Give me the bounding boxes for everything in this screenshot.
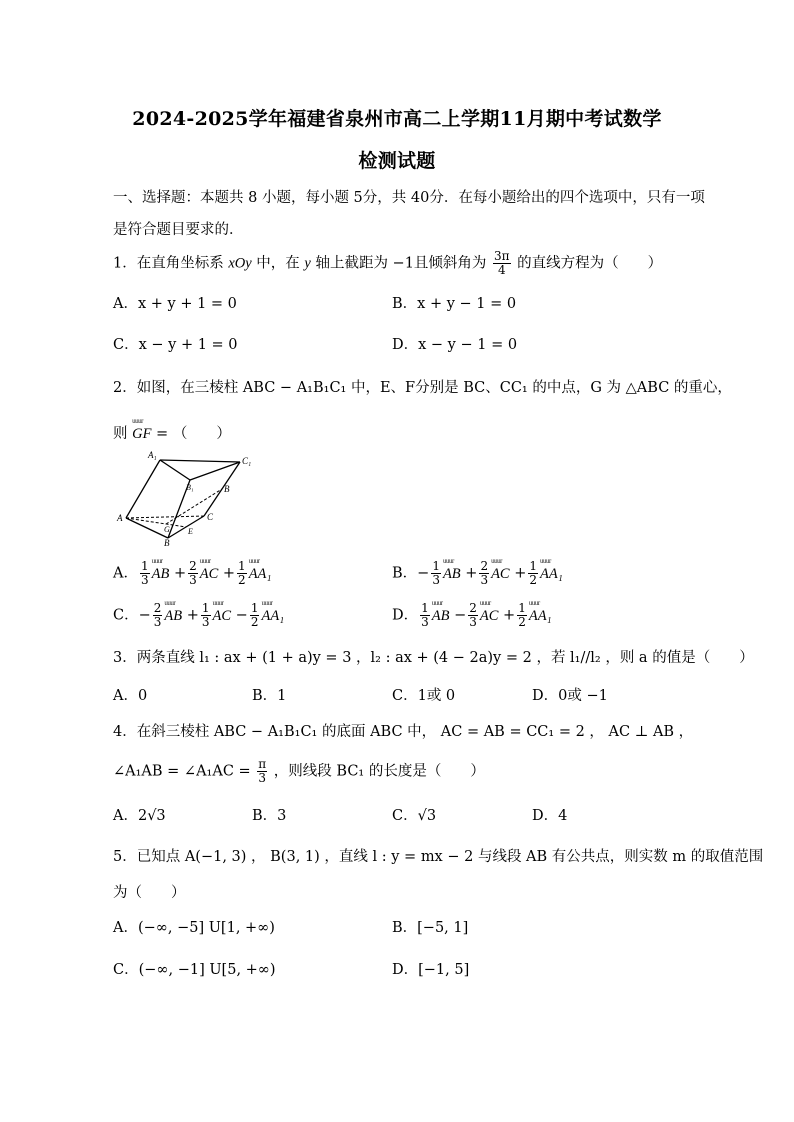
q2-b-vec2 bbox=[491, 556, 510, 583]
q2-d-num3: 1 bbox=[518, 601, 526, 615]
q2-c-vec3-label: AA₁ bbox=[261, 607, 285, 624]
q2-a-num1: 1 bbox=[140, 559, 149, 573]
label-c1: C₁ bbox=[242, 456, 252, 466]
q1-angle-den: 4 bbox=[497, 263, 506, 277]
q2-option-a[interactable] bbox=[113, 556, 272, 587]
q5-option-b[interactable]: B．[−5, 1] bbox=[392, 920, 469, 936]
q2-d-den2: 3 bbox=[469, 615, 477, 629]
q1-text-a: 1．在直角坐标系 bbox=[113, 255, 229, 272]
q2-option-c[interactable] bbox=[113, 598, 285, 629]
q2-a-vec3 bbox=[248, 556, 272, 583]
q2-d-den1: 3 bbox=[421, 615, 429, 629]
section-instructions-line2: 是符合题目要求的． bbox=[113, 222, 244, 238]
q2-d-sign3: + bbox=[503, 607, 516, 624]
exam-title-line1: 2024-2025学年福建省泉州市高二上学期11月期中考试数学 bbox=[132, 108, 662, 130]
q2-a-vec1 bbox=[151, 556, 170, 583]
q2-c-vec1-label: AB bbox=[164, 607, 183, 624]
q2-vector-label: GF bbox=[132, 426, 152, 442]
q2-a-den2: 3 bbox=[189, 573, 197, 587]
q2-d-den3: 2 bbox=[518, 615, 526, 629]
q5-option-a[interactable]: A．(−∞, −5] U[1, +∞) bbox=[113, 920, 275, 936]
q2-a-vec2 bbox=[199, 556, 219, 583]
q1-option-b[interactable]: B．x + y − 1 = 0 bbox=[392, 296, 517, 312]
q2-c-vec3 bbox=[261, 598, 285, 625]
q2-c-vec1 bbox=[164, 598, 183, 625]
q2-b-vec2-label: AC bbox=[491, 565, 510, 582]
q2-d-num1: 1 bbox=[421, 601, 429, 615]
q2-d-vec2 bbox=[479, 598, 499, 625]
q2-a-vec3-label: AA₁ bbox=[248, 565, 272, 582]
q2-b-vec3-label: AA₁ bbox=[540, 565, 563, 582]
q4-angle-den: 3 bbox=[258, 771, 267, 785]
q4-option-a[interactable]: A．2√3 bbox=[113, 808, 166, 824]
q3-option-a[interactable]: A．0 bbox=[113, 688, 148, 704]
q2-c-den2: 3 bbox=[201, 615, 210, 629]
question-2-stem-line2 bbox=[113, 417, 231, 443]
q2-b-vec1 bbox=[442, 556, 461, 583]
q2-vector-gf bbox=[132, 417, 152, 443]
q3-option-b[interactable]: B．1 bbox=[252, 688, 287, 704]
q4-line2-a: ∠A₁AB = ∠A₁AC = bbox=[113, 763, 256, 780]
edge-a-c-hidden bbox=[126, 516, 204, 518]
q2-option-b[interactable] bbox=[392, 556, 563, 587]
q2-b-sign3: + bbox=[514, 565, 527, 582]
segment-g-f bbox=[166, 489, 222, 524]
q1-text-b: 中，在 bbox=[251, 255, 305, 272]
q1-coord-system: xOy bbox=[228, 255, 252, 272]
q3-option-c[interactable]: C．1或 0 bbox=[392, 688, 456, 704]
edge-b1-c1 bbox=[190, 462, 240, 480]
q2-a-vec2-label: AC bbox=[199, 565, 219, 582]
q2-b-num2: 2 bbox=[480, 559, 489, 573]
question-3-stem: 3．两条直线 l₁ : ax + (1 + a)y = 3 ，l₂ : ax + (4 − 2a)y = 2 ，若 l₁//l₂ ，则 a 的值是（ ） bbox=[113, 650, 754, 666]
q2-c-den1: 3 bbox=[153, 615, 162, 629]
q2-b-letter: B． bbox=[392, 565, 418, 582]
q4-option-c[interactable]: C．√3 bbox=[392, 808, 437, 824]
q2-b-frac3 bbox=[528, 560, 538, 587]
q2-d-sign2: − bbox=[454, 607, 467, 624]
q4-angle-num: π bbox=[258, 757, 267, 771]
q2-d-letter: D． bbox=[392, 607, 419, 624]
q2-a-arrow3: uuur bbox=[248, 556, 260, 565]
q4-option-d[interactable]: D．4 bbox=[532, 808, 568, 824]
q2-c-arrow2: uuur bbox=[212, 598, 224, 607]
q2-a-frac1 bbox=[140, 560, 150, 587]
q2-b-sign1: − bbox=[417, 565, 430, 582]
q1-option-c[interactable]: C．x − y + 1 = 0 bbox=[113, 337, 238, 353]
q1-angle-fraction bbox=[493, 250, 511, 277]
q2-c-sign1: − bbox=[138, 607, 151, 624]
q1-option-a[interactable]: A．x + y + 1 = 0 bbox=[113, 296, 237, 312]
q2-d-num2: 2 bbox=[469, 601, 477, 615]
q2-b-frac2 bbox=[479, 560, 489, 587]
q2-a-vec1-label: AB bbox=[151, 565, 170, 582]
label-f-point: B bbox=[224, 484, 230, 494]
question-5-stem-line1: 5．已知点 A(−1, 3) ， B(3, 1) ，直线 l : y = mx − 2 与线段 AB 有公共点，则实数 m 的取值范围 bbox=[113, 849, 764, 865]
q2-a-den3: 2 bbox=[238, 573, 246, 587]
q2-d-vec3-label: AA₁ bbox=[528, 607, 552, 624]
q1-axis: y bbox=[304, 255, 311, 272]
q2-b-num3: 1 bbox=[529, 559, 538, 573]
label-g: G bbox=[164, 525, 170, 534]
label-a1: A₁ bbox=[148, 450, 157, 460]
q4-angle-fraction bbox=[257, 758, 267, 785]
q2-a-arrow1: uuur bbox=[151, 556, 163, 565]
q2-d-arrow1: uuur bbox=[431, 598, 443, 607]
q2-b-num1: 1 bbox=[432, 559, 440, 573]
q1-text-d: 的直线方程为（ ） bbox=[512, 255, 663, 272]
q2-option-d[interactable] bbox=[392, 598, 552, 629]
q2-c-vec2-label: AC bbox=[212, 607, 232, 624]
question-5-stem-line2: 为（ ） bbox=[113, 885, 186, 901]
q2-b-vec1-label: AB bbox=[442, 565, 461, 582]
q2-c-arrow3: uuur bbox=[261, 598, 273, 607]
edge-a1-c1 bbox=[160, 460, 240, 462]
q2-d-vec2-label: AC bbox=[479, 607, 499, 624]
q2-d-frac2 bbox=[468, 602, 478, 629]
label-b1: B₁ bbox=[186, 483, 194, 492]
exam-title-line2: 检测试题 bbox=[358, 150, 436, 172]
q2-d-arrow2: uuur bbox=[479, 598, 491, 607]
q2-d-vec1-label: AB bbox=[431, 607, 450, 624]
q2-d-vec1 bbox=[431, 598, 450, 625]
q5-option-d[interactable]: D．[−1, 5] bbox=[392, 962, 470, 978]
q2-c-den3: 2 bbox=[250, 615, 259, 629]
q2-line2-prefix: 则 bbox=[113, 426, 133, 442]
q2-c-arrow1: uuur bbox=[164, 598, 176, 607]
q2-d-frac1 bbox=[420, 602, 430, 629]
q2-b-arrow2: uuur bbox=[491, 556, 502, 565]
q2-b-den2: 3 bbox=[480, 573, 489, 587]
q2-c-sign3: − bbox=[235, 607, 248, 624]
q4-option-b[interactable]: B．3 bbox=[252, 808, 287, 824]
edge-a1-a bbox=[126, 460, 160, 518]
q2-c-num2: 1 bbox=[201, 601, 210, 615]
q2-b-den3: 2 bbox=[529, 573, 538, 587]
q2-a-num3: 1 bbox=[238, 559, 246, 573]
q2-c-frac2 bbox=[201, 602, 211, 629]
q2-c-vec2 bbox=[212, 598, 232, 625]
q2-b-arrow1: uuur bbox=[442, 556, 454, 565]
q2-vector-arrow: uuur bbox=[132, 417, 143, 425]
q2-c-frac3 bbox=[250, 602, 260, 629]
q2-a-frac3 bbox=[237, 560, 247, 587]
q2-a-num2: 2 bbox=[189, 559, 197, 573]
q2-b-vec3 bbox=[540, 556, 563, 583]
q2-b-den1: 3 bbox=[432, 573, 440, 587]
question-1-stem bbox=[113, 250, 662, 277]
q2-c-letter: C． bbox=[113, 607, 139, 624]
q2-c-sign2: + bbox=[186, 607, 199, 624]
q2-c-num1: 2 bbox=[153, 601, 162, 615]
q5-option-c[interactable]: C．(−∞, −1] U[5, +∞) bbox=[113, 962, 276, 978]
q4-line2-b: ，则线段 BC₁ 的长度是（ ） bbox=[269, 763, 485, 780]
label-b: B bbox=[164, 538, 170, 546]
q2-c-frac1 bbox=[153, 602, 163, 629]
label-e: E bbox=[188, 527, 193, 536]
q2-b-sign2: + bbox=[465, 565, 478, 582]
label-a: A bbox=[117, 513, 123, 523]
q2-d-frac3 bbox=[517, 602, 527, 629]
q1-angle-num: 3π bbox=[494, 249, 510, 263]
prism-figure bbox=[112, 446, 262, 546]
question-2-stem-line1: 2．如图，在三棱柱 ABC − A₁B₁C₁ 中，E、F分别是 BC、CC₁ 的中点，G 为 △ABC 的重心， bbox=[113, 380, 732, 396]
q2-a-sign3: + bbox=[222, 565, 236, 582]
q3-option-d[interactable]: D．0或 −1 bbox=[532, 688, 608, 704]
q2-a-sign2: + bbox=[173, 565, 187, 582]
q1-option-d[interactable]: D．x − y − 1 = 0 bbox=[392, 337, 518, 353]
q1-text-c: 轴上截距为 −1且倾斜角为 bbox=[310, 255, 492, 272]
q2-c-num3: 1 bbox=[250, 601, 259, 615]
section-instructions-line1: 一、选择题：本题共 8 小题，每小题 5分，共 40分．在每小题给出的四个选项中，只有一项 bbox=[113, 190, 705, 206]
question-4-stem-line1: 4．在斜三棱柱 ABC − A₁B₁C₁ 的底面 ABC 中， AC = AB = CC₁ = 2 ， AC ⊥ AB ， bbox=[113, 724, 694, 740]
q2-a-letter: A． bbox=[113, 565, 138, 582]
question-4-stem-line2 bbox=[113, 758, 485, 785]
q2-b-arrow3: uuur bbox=[540, 556, 551, 565]
q2-d-vec3 bbox=[528, 598, 552, 625]
q2-b-frac1 bbox=[431, 560, 441, 587]
q2-a-frac2 bbox=[188, 560, 198, 587]
q2-a-arrow2: uuur bbox=[199, 556, 211, 565]
q2-d-arrow3: uuur bbox=[528, 598, 540, 607]
edge-a1-b1 bbox=[160, 460, 190, 480]
q2-a-den1: 3 bbox=[140, 573, 149, 587]
label-c: C bbox=[207, 512, 214, 522]
q2-line2-suffix: = （ ） bbox=[151, 426, 231, 442]
